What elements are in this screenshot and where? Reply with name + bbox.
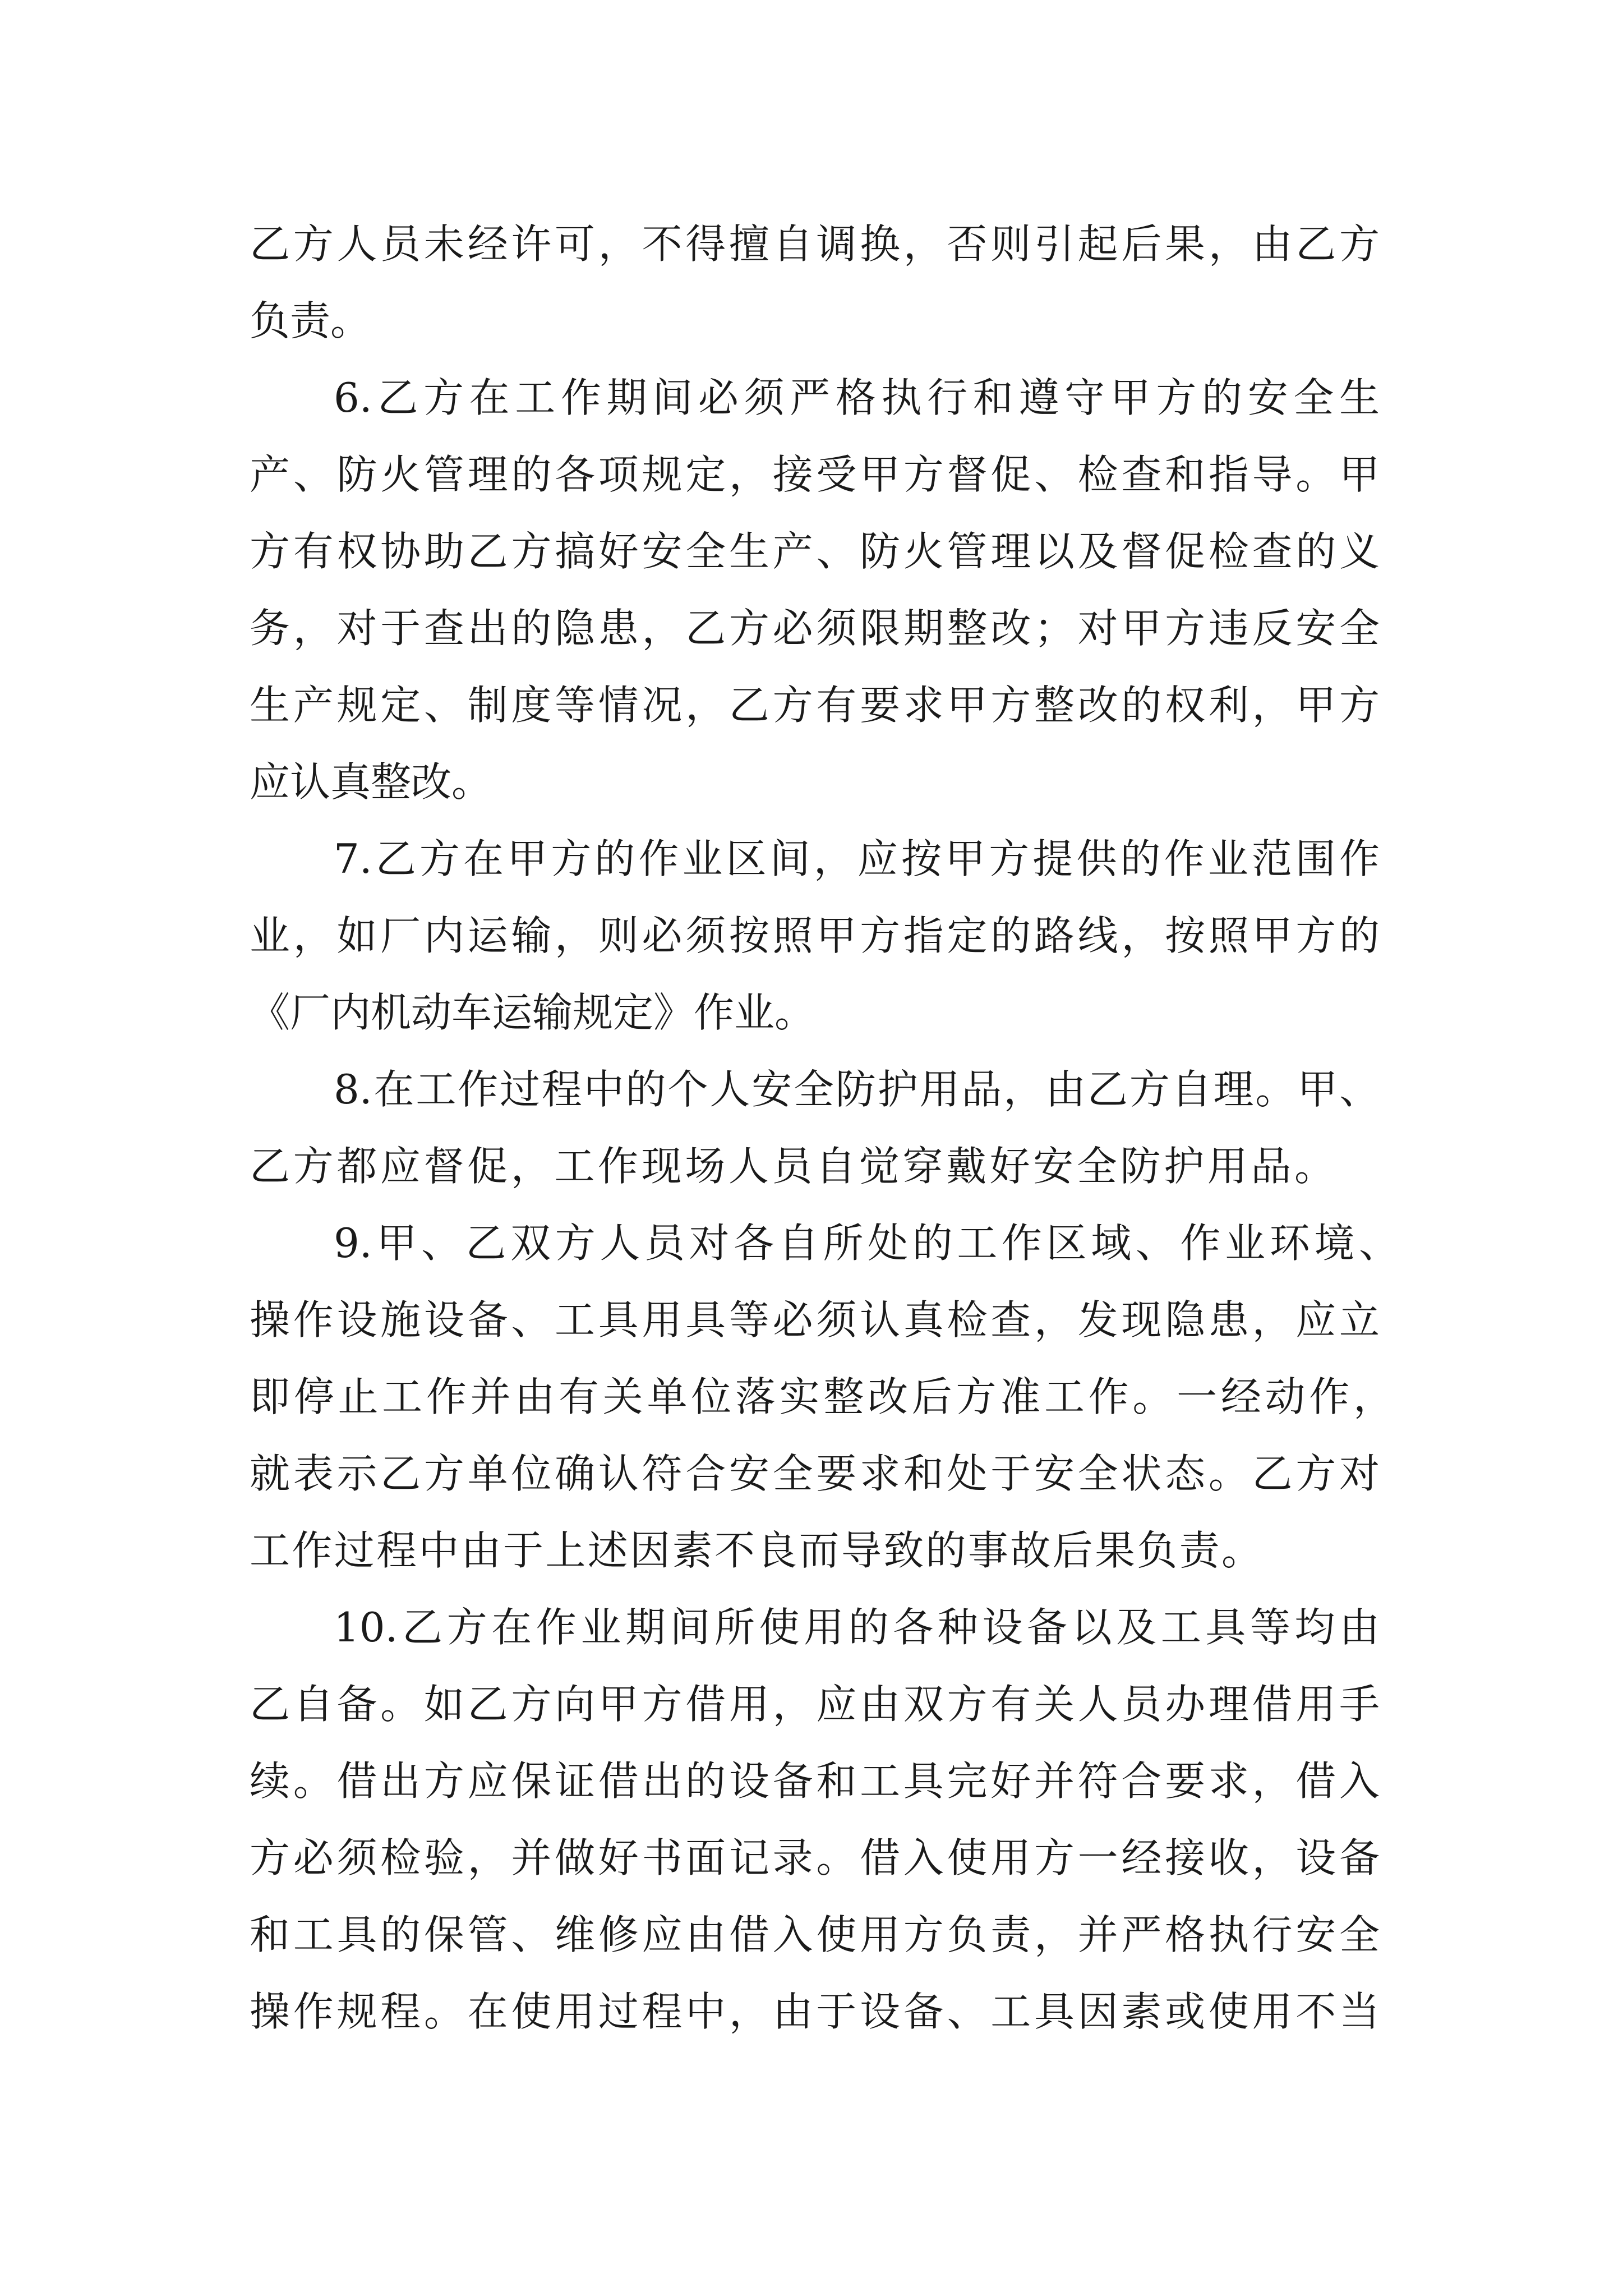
text-line	[0, 1358, 1623, 1436]
text-line-content: 7.乙方在甲方的作业区间，应按甲方提供的作业范围作	[334, 835, 1380, 882]
text-line-content: 业，如厂内运输，则必须按照甲方指定的路线，按照甲方的	[250, 912, 1380, 959]
text-line	[0, 1434, 1623, 1513]
text-line-content: 和工具的保管、维修应由借入使用方负责，并严格执行安全	[250, 1911, 1380, 1958]
text-line-content: 乙自备。如乙方向甲方借用，应由双方有关人员办理借用手	[250, 1681, 1380, 1728]
text-line	[0, 1281, 1623, 1359]
text-line-content: 方必须检验，并做好书面记录。借入使用方一经接收，设备	[250, 1834, 1380, 1881]
text-line	[0, 282, 1623, 360]
paragraph-first-line	[0, 820, 1623, 898]
text-line-content: 操作设施设备、工具用具等必须认真检查，发现隐患，应立	[250, 1296, 1380, 1343]
text-line-content: 即停止工作并由有关单位落实整改后方准工作。一经动作，	[250, 1373, 1394, 1420]
text-line	[0, 1895, 1623, 1974]
text-line	[0, 973, 1623, 1052]
text-line-content: 负责。	[250, 297, 371, 344]
text-line-content: 工作过程中由于上述因素不良而导致的事故后果负责。	[250, 1527, 1262, 1574]
text-line	[0, 435, 1623, 514]
text-line	[0, 589, 1623, 668]
text-line-content: 操作规程。在使用过程中，由于设备、工具因素或使用不当	[250, 1988, 1380, 2035]
text-line	[0, 666, 1623, 744]
text-line	[0, 1127, 1623, 1205]
paragraph-first-line	[0, 1588, 1623, 1667]
text-line	[0, 1511, 1623, 1590]
text-line	[0, 896, 1623, 975]
text-line-content: 方有权协助乙方搞好安全生产、防火管理以及督促检查的义	[250, 528, 1380, 575]
text-line-content: 9.甲、乙双方人员对各自所处的工作区域、作业环境、	[334, 1220, 1399, 1267]
text-line-content: 就表示乙方单位确认符合安全要求和处于安全状态。乙方对	[250, 1450, 1380, 1497]
text-line-content: 生产规定、制度等情况，乙方有要求甲方整改的权利，甲方	[250, 682, 1380, 729]
text-line-content: 8.在工作过程中的个人安全防护用品，由乙方自理。甲、	[334, 1066, 1380, 1113]
text-line	[0, 743, 1623, 821]
text-line	[0, 205, 1623, 283]
text-line-content: 产、防火管理的各项规定，接受甲方督促、检查和指导。甲	[250, 451, 1380, 498]
text-line-content: 《厂内机动车运输规定》作业。	[250, 989, 815, 1036]
text-line	[0, 512, 1623, 591]
text-line	[0, 1742, 1623, 1820]
text-line-content: 10.乙方在作业期间所使用的各种设备以及工具等均由	[334, 1604, 1380, 1651]
text-line-content: 应认真整改。	[250, 758, 492, 806]
paragraph-first-line	[0, 1050, 1623, 1129]
text-line-content: 乙方人员未经许可，不得擅自调换，否则引起后果，由乙方	[250, 220, 1380, 268]
text-line-content: 续。借出方应保证借出的设备和工具完好并符合要求，借入	[250, 1757, 1380, 1805]
text-line	[0, 1972, 1623, 2051]
text-line-content: 务，对于查出的隐患，乙方必须限期整改；对甲方违反安全	[250, 605, 1380, 652]
text-line	[0, 1665, 1623, 1743]
text-line-content: 乙方都应督促，工作现场人员自觉穿戴好安全防护用品。	[250, 1143, 1335, 1190]
paragraph-first-line	[0, 1204, 1623, 1282]
text-line	[0, 1819, 1623, 1897]
paragraph-first-line	[0, 358, 1623, 437]
text-line-content: 6.乙方在工作期间必须严格执行和遵守甲方的安全生	[334, 374, 1380, 421]
